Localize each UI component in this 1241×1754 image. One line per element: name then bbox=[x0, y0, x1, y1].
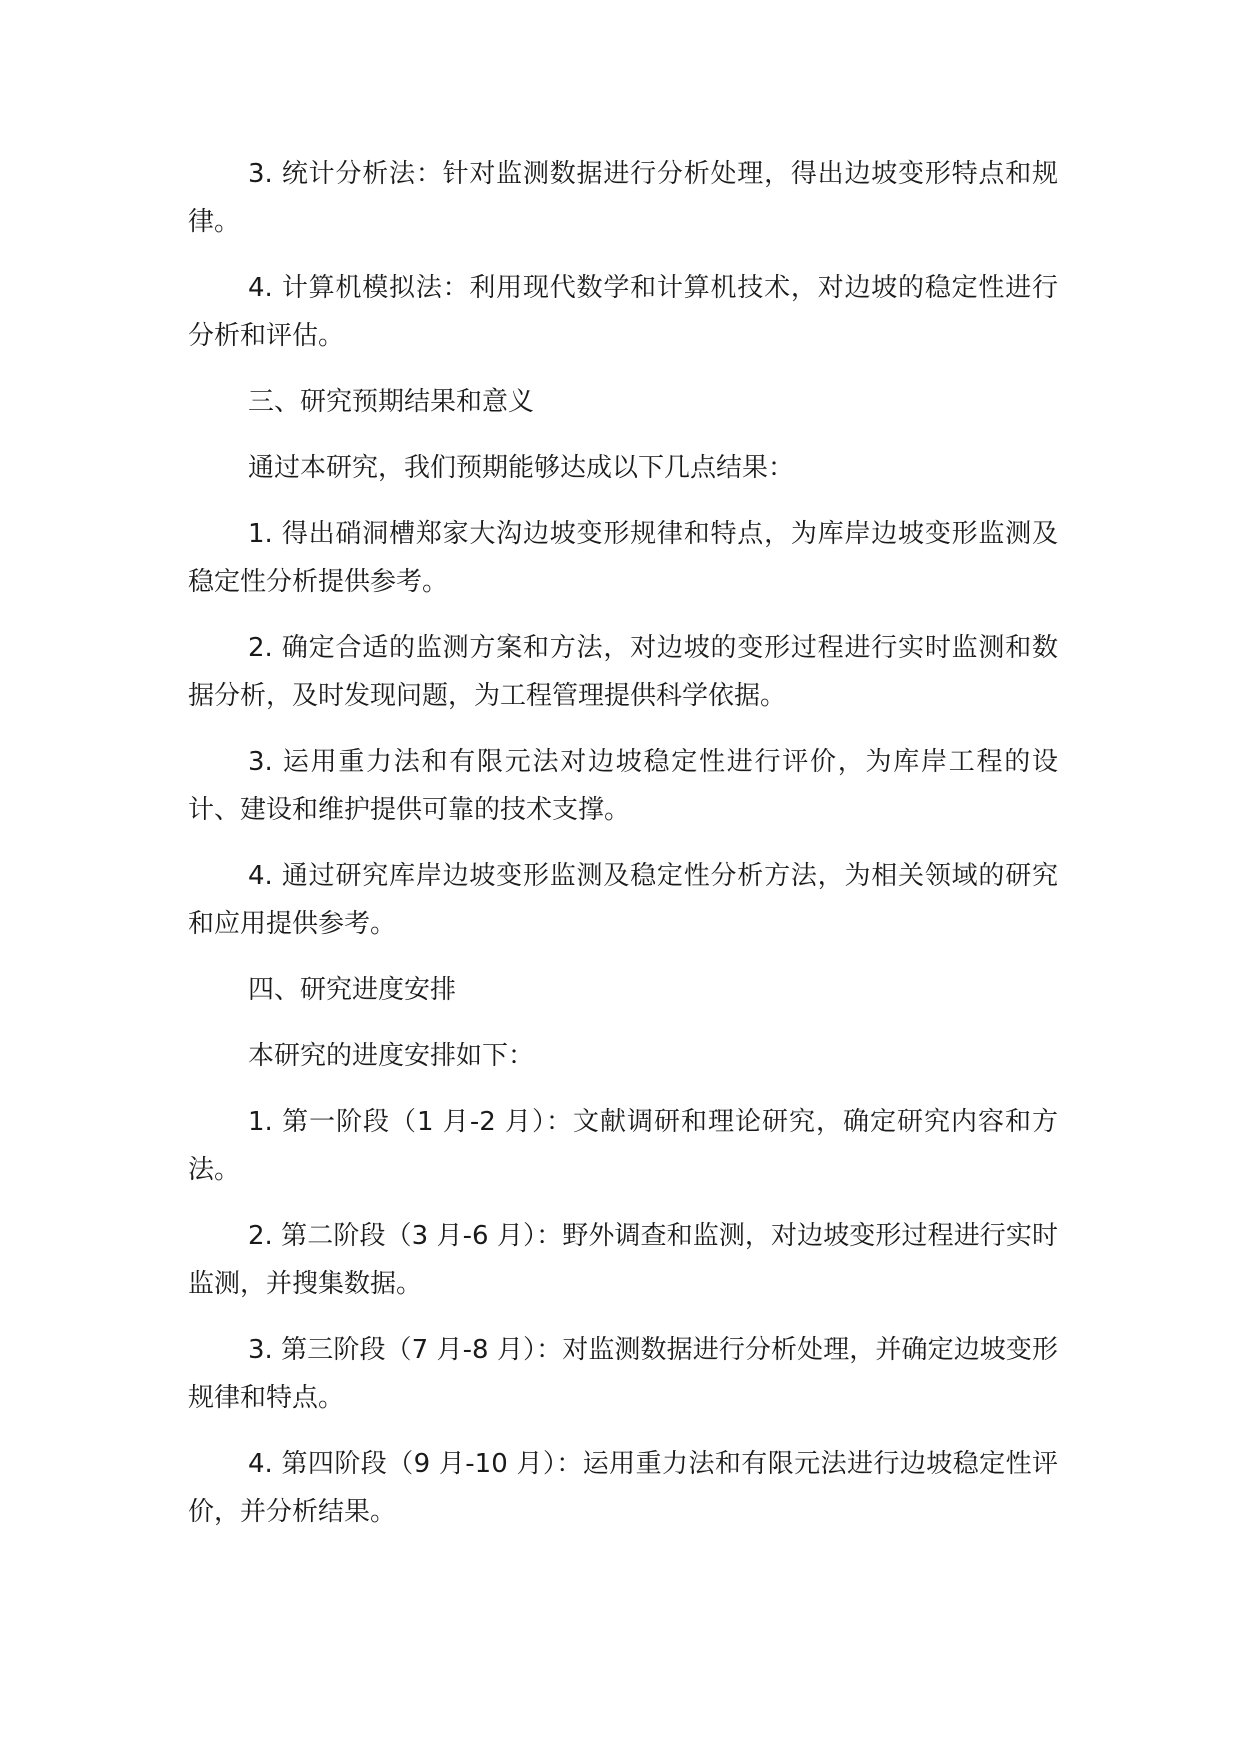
section-heading-expected-results: 三、研究预期结果和意义 bbox=[248, 387, 535, 417]
document-body bbox=[188, 150, 1058, 1554]
paragraph-method-simulation: 4. 计算机模拟法：利用现代数学和计算机技术，对边坡的稳定性进行分析和评估。 bbox=[188, 273, 1058, 351]
section-heading-schedule: 四、研究进度安排 bbox=[248, 975, 457, 1005]
paragraph-result-4: 4. 通过研究库岸边坡变形监测及稳定性分析方法，为相关领域的研究和应用提供参考。 bbox=[188, 861, 1058, 939]
paragraph-results-intro: 通过本研究，我们预期能够达成以下几点结果： bbox=[248, 453, 795, 483]
paragraph-method-statistics: 3. 统计分析法：针对监测数据进行分析处理，得出边坡变形特点和规律。 bbox=[188, 159, 1058, 237]
paragraph-schedule-intro: 本研究的进度安排如下： bbox=[248, 1041, 535, 1071]
paragraph-stage-4: 4. 第四阶段（9 月-10 月）：运用重力法和有限元法进行边坡稳定性评价，并分析结果。 bbox=[188, 1449, 1058, 1527]
paragraph-result-2: 2. 确定合适的监测方案和方法，对边坡的变形过程进行实时监测和数据分析，及时发现问题，为工程管理提供科学依据。 bbox=[188, 633, 1058, 711]
paragraph-result-1: 1. 得出硝洞槽郑家大沟边坡变形规律和特点，为库岸边坡变形监测及稳定性分析提供参考。 bbox=[188, 519, 1058, 597]
paragraph-stage-1: 1. 第一阶段（1 月-2 月）：文献调研和理论研究，确定研究内容和方法。 bbox=[188, 1107, 1058, 1185]
paragraph-stage-2: 2. 第二阶段（3 月-6 月）：野外调查和监测，对边坡变形过程进行实时监测，并搜集数据。 bbox=[188, 1221, 1058, 1299]
paragraph-stage-3: 3. 第三阶段（7 月-8 月）：对监测数据进行分析处理，并确定边坡变形规律和特点。 bbox=[188, 1335, 1058, 1413]
paragraph-result-3: 3. 运用重力法和有限元法对边坡稳定性进行评价，为库岸工程的设计、建设和维护提供可靠的技术支撑。 bbox=[188, 747, 1058, 825]
